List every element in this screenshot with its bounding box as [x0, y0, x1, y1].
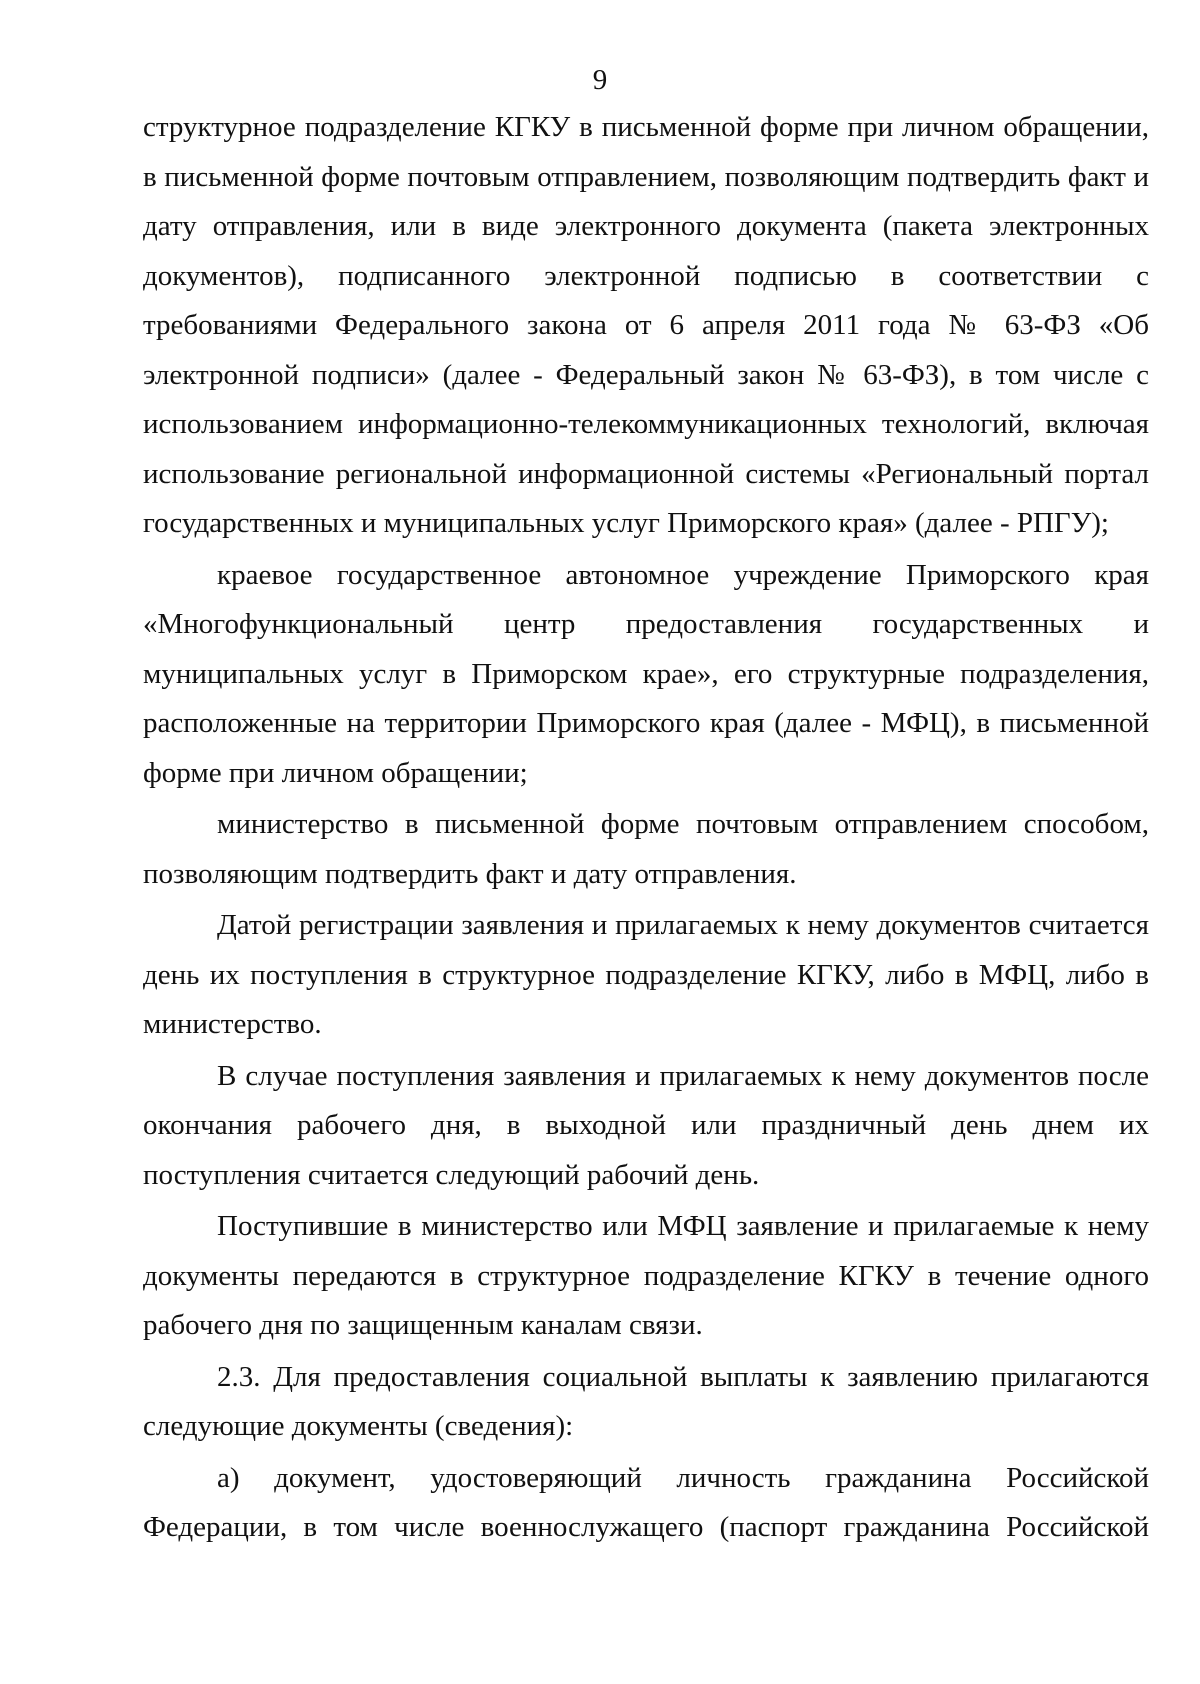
paragraph-after-hours: В случае поступления заявления и прилагаемых к нему документов после окончания рабочего дня, в выходной или праздничный день днем их поступления считается следующий рабочий день. [143, 1059, 1149, 1191]
paragraph-transfer: Поступившие в министерство или МФЦ заявление и прилагаемые к нему документы передаются в структурное подразделение КГКУ в течение одного рабочего дня по защищенным каналам связи. [143, 1210, 1149, 1341]
paragraph-item-a: а) документ, удостоверяющий личность гражданина Российской Федерации, в том числе военнослужащего (паспорт гражданина Российской [143, 1461, 1149, 1543]
page-number: 9 [592, 64, 608, 96]
paragraph-registration-date: Датой регистрации заявления и прилагаемых к нему документов считается день их поступления в структурное подразделение КГКУ, либо в МФЦ, либо в министерство. [143, 909, 1149, 1040]
paragraph-section-2-3: 2.3. Для предоставления социальной выплаты к заявлению прилагаются следующие документы (сведения): [143, 1360, 1149, 1442]
paragraph-ministry: министерство в письменной форме почтовым отправлением способом, позволяющим подтвердить факт и дату отправления. [143, 808, 1149, 890]
document-body [143, 103, 1149, 1553]
paragraph-submission-methods: структурное подразделение КГКУ в письменной форме при личном обращении, в письменной форме почтовым отправлением, позволяющим подтвердить факт и дату отправления, или в виде электронного документа (пакета электронных документов), подписанного электронной подписью в соответствии с требованиями Федерального закона от 6 апреля 2011 года № 63-ФЗ «Об электронной подписи» (далее - Федеральный закон № 63-ФЗ), в том числе с использованием информационно-телекоммуникационных технологий, включая использование региональной информационной системы «Региональный портал государственных и муниципальных услуг Приморского края» (далее - РПГУ); [143, 111, 1149, 539]
paragraph-mfc: краевое государственное автономное учреждение Приморского края «Многофункциональный центр предоставления государственных и муниципальных услуг в Приморском крае», его структурные подразделения, расположенные на территории Приморского края (далее - МФЦ), в письменной форме при личном обращении; [143, 558, 1149, 789]
